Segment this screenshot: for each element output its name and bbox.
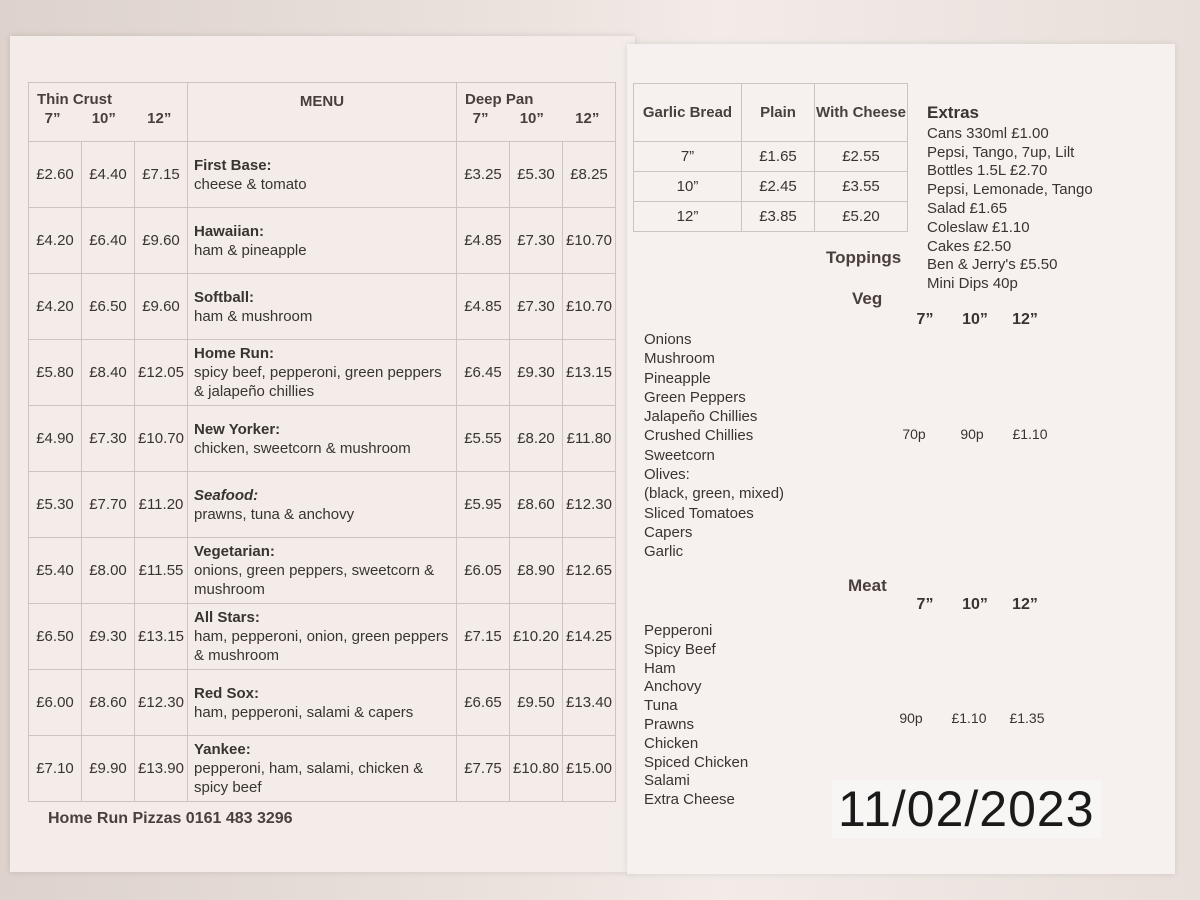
thin-crust-price: £8.00 [82,538,135,604]
garlic-bread-header: Garlic Bread [634,84,742,142]
veg-size-header [900,311,1050,329]
pizza-name: New Yorker: [194,420,281,438]
with-cheese-header: With Cheese [815,84,908,142]
thin-crust-price: £11.55 [135,538,188,604]
list-item: Pepsi, Lemonade, Tango [927,181,1093,199]
garlic-cheese-price: £2.55 [815,142,908,172]
deep-pan-price: £4.85 [457,208,510,274]
thin-crust-price: £7.30 [82,406,135,472]
list-item: Ham [644,659,676,677]
table-row [634,142,908,172]
veg-label: Veg [852,289,883,308]
garlic-cheese-price: £3.55 [815,172,908,202]
list-item: Ben & Jerry's £5.50 [927,256,1058,274]
pizza-description-cell [188,142,457,208]
list-item: Prawns [644,715,695,733]
price: 90p [960,426,984,442]
thin-crust-price: £9.60 [135,274,188,340]
deep-pan-price: £10.20 [510,604,563,670]
list-item: Onions [644,331,692,348]
list-item: Extra Cheese [644,791,735,809]
pizza-description-cell [188,340,457,406]
list-item: Sweetcorn [644,446,715,464]
size-label: 7” [916,311,934,328]
thin-crust-price: £9.90 [82,736,135,802]
thin-crust-price: £4.90 [29,406,82,472]
price: 90p [899,710,923,726]
deep-pan-price: £9.50 [510,670,563,736]
size-label: 7” [916,596,934,613]
thin-crust-price: £9.60 [135,208,188,274]
list-item: Cans 330ml £1.00 [927,124,1049,142]
price: 70p [902,426,926,442]
thin-crust-price: £6.50 [29,604,82,670]
deep-pan-price: £12.30 [563,472,616,538]
size-label: 7” [44,110,61,127]
table-row [29,274,616,340]
pizza-description-cell [188,736,457,802]
pizza-name: First Base: [194,156,272,174]
thin-crust-price: £6.40 [82,208,135,274]
list-item: Mushroom [644,350,715,368]
thin-crust-price: £4.20 [29,274,82,340]
pizza-description: spicy beef, pepperoni, green peppers & jalapeño chillies [194,364,442,400]
meat-prices [882,710,1056,726]
table-row [29,340,616,406]
list-item: Capers [644,523,693,541]
thin-crust-price: £13.15 [135,604,188,670]
thin-crust-price: £13.90 [135,736,188,802]
list-item: Anchovy [644,678,702,696]
garlic-plain-price: £1.65 [742,142,815,172]
deep-pan-price: £10.70 [563,208,616,274]
list-item: Pepsi, Tango, 7up, Lilt [927,143,1075,161]
thin-crust-price: £12.30 [135,670,188,736]
deep-pan-price: £5.95 [457,472,510,538]
pizza-description-cell [188,406,457,472]
garlic-cheese-price: £5.20 [815,202,908,232]
deep-pan-price: £15.00 [563,736,616,802]
veg-prices [885,426,1059,442]
pizza-name: Seafood: [194,486,259,504]
meat-toppings-list [644,622,748,810]
list-item: Tuna [644,697,678,715]
deep-pan-price: £13.40 [563,670,616,736]
thin-crust-price: £5.40 [29,538,82,604]
table-row [29,538,616,604]
list-item: Spicy Beef [644,640,716,658]
size-label: 10” [962,311,988,328]
meat-label: Meat [848,576,887,595]
list-item: Bottles 1.5L £2.70 [927,162,1048,180]
plain-header: Plain [742,84,815,142]
garlic-plain-price: £2.45 [742,172,815,202]
size-label: 12” [1012,596,1038,613]
deep-pan-price: £7.75 [457,736,510,802]
deep-pan-price: £12.65 [563,538,616,604]
deep-pan-price: £11.80 [563,406,616,472]
list-item: Sliced Tomatoes [644,504,754,522]
list-item: Salad £1.65 [927,199,1008,217]
thin-crust-price: £4.40 [82,142,135,208]
price: £1.35 [1009,710,1045,726]
garlic-bread-table [633,83,908,232]
meat-size-header [900,596,1050,614]
table-row [29,142,616,208]
thin-crust-price: £11.20 [135,472,188,538]
deep-pan-label: Deep Pan [465,91,534,108]
price: £1.10 [951,710,987,726]
list-item: (black, green, mixed) [644,485,785,503]
thin-crust-label: Thin Crust [37,91,112,108]
pizza-description: ham, pepperoni, salami & capers [194,703,414,721]
thin-crust-price: £2.60 [29,142,82,208]
list-item: Green Peppers [644,388,746,406]
pizza-name: All Stars: [194,609,260,626]
pizza-description: ham & pineapple [194,241,307,259]
list-item: Crushed Chillies [644,427,754,445]
pizza-name: Softball: [194,288,254,306]
pizza-menu-table [28,82,616,802]
deep-pan-price: £5.55 [457,406,510,472]
thin-crust-price: £8.40 [82,340,135,406]
pizza-description-cell [188,472,457,538]
size-label: 12” [575,110,600,127]
thin-crust-price: £6.00 [29,670,82,736]
garlic-size: 7” [634,142,742,172]
deep-pan-header [457,83,616,142]
list-item: Chicken [644,734,699,752]
footer-phone: Home Run Pizzas 0161 483 3296 [48,810,293,827]
deep-pan-price: £5.30 [510,142,563,208]
pizza-description: ham, pepperoni, onion, green peppers & mushroom [194,628,449,664]
size-label: 10” [962,596,988,613]
list-item: Jalapeño Chillies [644,408,758,426]
table-row [29,208,616,274]
thin-crust-price: £6.50 [82,274,135,340]
table-row [29,406,616,472]
pizza-name: Red Sox: [194,684,260,702]
price: £1.10 [1012,426,1048,442]
pizza-name: Home Run: [194,345,274,362]
table-row [634,172,908,202]
deep-pan-price: £14.25 [563,604,616,670]
garlic-size: 10” [634,172,742,202]
table-row [634,202,908,232]
thin-crust-price: £7.15 [135,142,188,208]
garlic-size: 12” [634,202,742,232]
size-label: 10” [519,110,544,127]
pizza-description: chicken, sweetcorn & mushroom [194,439,411,457]
list-item: Cakes £2.50 [927,237,1012,255]
extras-title: Extras [927,103,979,122]
thin-crust-price: £10.70 [135,406,188,472]
list-item: Mini Dips 40p [927,275,1018,293]
thin-crust-price: £12.05 [135,340,188,406]
thin-crust-price: £7.70 [82,472,135,538]
menu-header [188,83,457,142]
table-row [29,472,616,538]
deep-pan-price: £8.25 [563,142,616,208]
veg-toppings-list [644,330,784,562]
deep-pan-price: £6.05 [457,538,510,604]
deep-pan-price: £8.20 [510,406,563,472]
list-item: Olives: [644,466,690,484]
table-row [29,736,616,802]
list-item: Coleslaw £1.10 [927,218,1030,236]
pizza-description: ham & mushroom [194,307,313,325]
pizza-description-cell [188,670,457,736]
thin-crust-header [29,83,188,142]
deep-pan-price: £10.80 [510,736,563,802]
deep-pan-price: £7.30 [510,208,563,274]
pizza-description: prawns, tuna & anchovy [194,505,355,523]
deep-pan-price: £4.85 [457,274,510,340]
date-stamp: 11/02/2023 [832,780,1101,838]
pizza-name: Vegetarian: [194,543,275,560]
list-item: Garlic [644,543,684,561]
extras-list [927,104,1093,294]
thin-crust-price: £5.30 [29,472,82,538]
size-label: 12” [147,110,172,127]
size-label: 10” [91,110,116,127]
list-item: Salami [644,772,690,790]
pizza-description-cell [188,538,457,604]
garlic-plain-price: £3.85 [742,202,815,232]
thin-crust-price: £8.60 [82,670,135,736]
list-item: Spiced Chicken [644,753,749,771]
thin-crust-price: £7.10 [29,736,82,802]
deep-pan-price: £6.45 [457,340,510,406]
thin-crust-price: £9.30 [82,604,135,670]
deep-pan-price: £8.90 [510,538,563,604]
toppings-title: Toppings [826,248,902,267]
list-item: Pepperoni [644,622,713,639]
size-label: 12” [1012,311,1038,328]
deep-pan-price: £7.30 [510,274,563,340]
deep-pan-price: £7.15 [457,604,510,670]
menu-title: MENU [299,93,345,110]
deep-pan-price: £3.25 [457,142,510,208]
pizza-description: pepperoni, ham, salami, chicken & spicy beef [194,760,424,796]
deep-pan-price: £8.60 [510,472,563,538]
table-row [29,604,616,670]
pizza-description-cell [188,604,457,670]
list-item: Pineapple [644,369,711,387]
pizza-description-cell [188,274,457,340]
deep-pan-price: £10.70 [563,274,616,340]
deep-pan-price: £9.30 [510,340,563,406]
pizza-name: Hawaiian: [194,222,265,240]
thin-crust-price: £4.20 [29,208,82,274]
table-row [29,670,616,736]
deep-pan-price: £13.15 [563,340,616,406]
deep-pan-price: £6.65 [457,670,510,736]
pizza-name: Yankee: [194,741,251,758]
thin-crust-price: £5.80 [29,340,82,406]
pizza-description: onions, green peppers, sweetcorn & mushroom [194,562,435,598]
size-label: 7” [472,110,489,127]
pizza-description: cheese & tomato [194,175,307,193]
pizza-description-cell [188,208,457,274]
